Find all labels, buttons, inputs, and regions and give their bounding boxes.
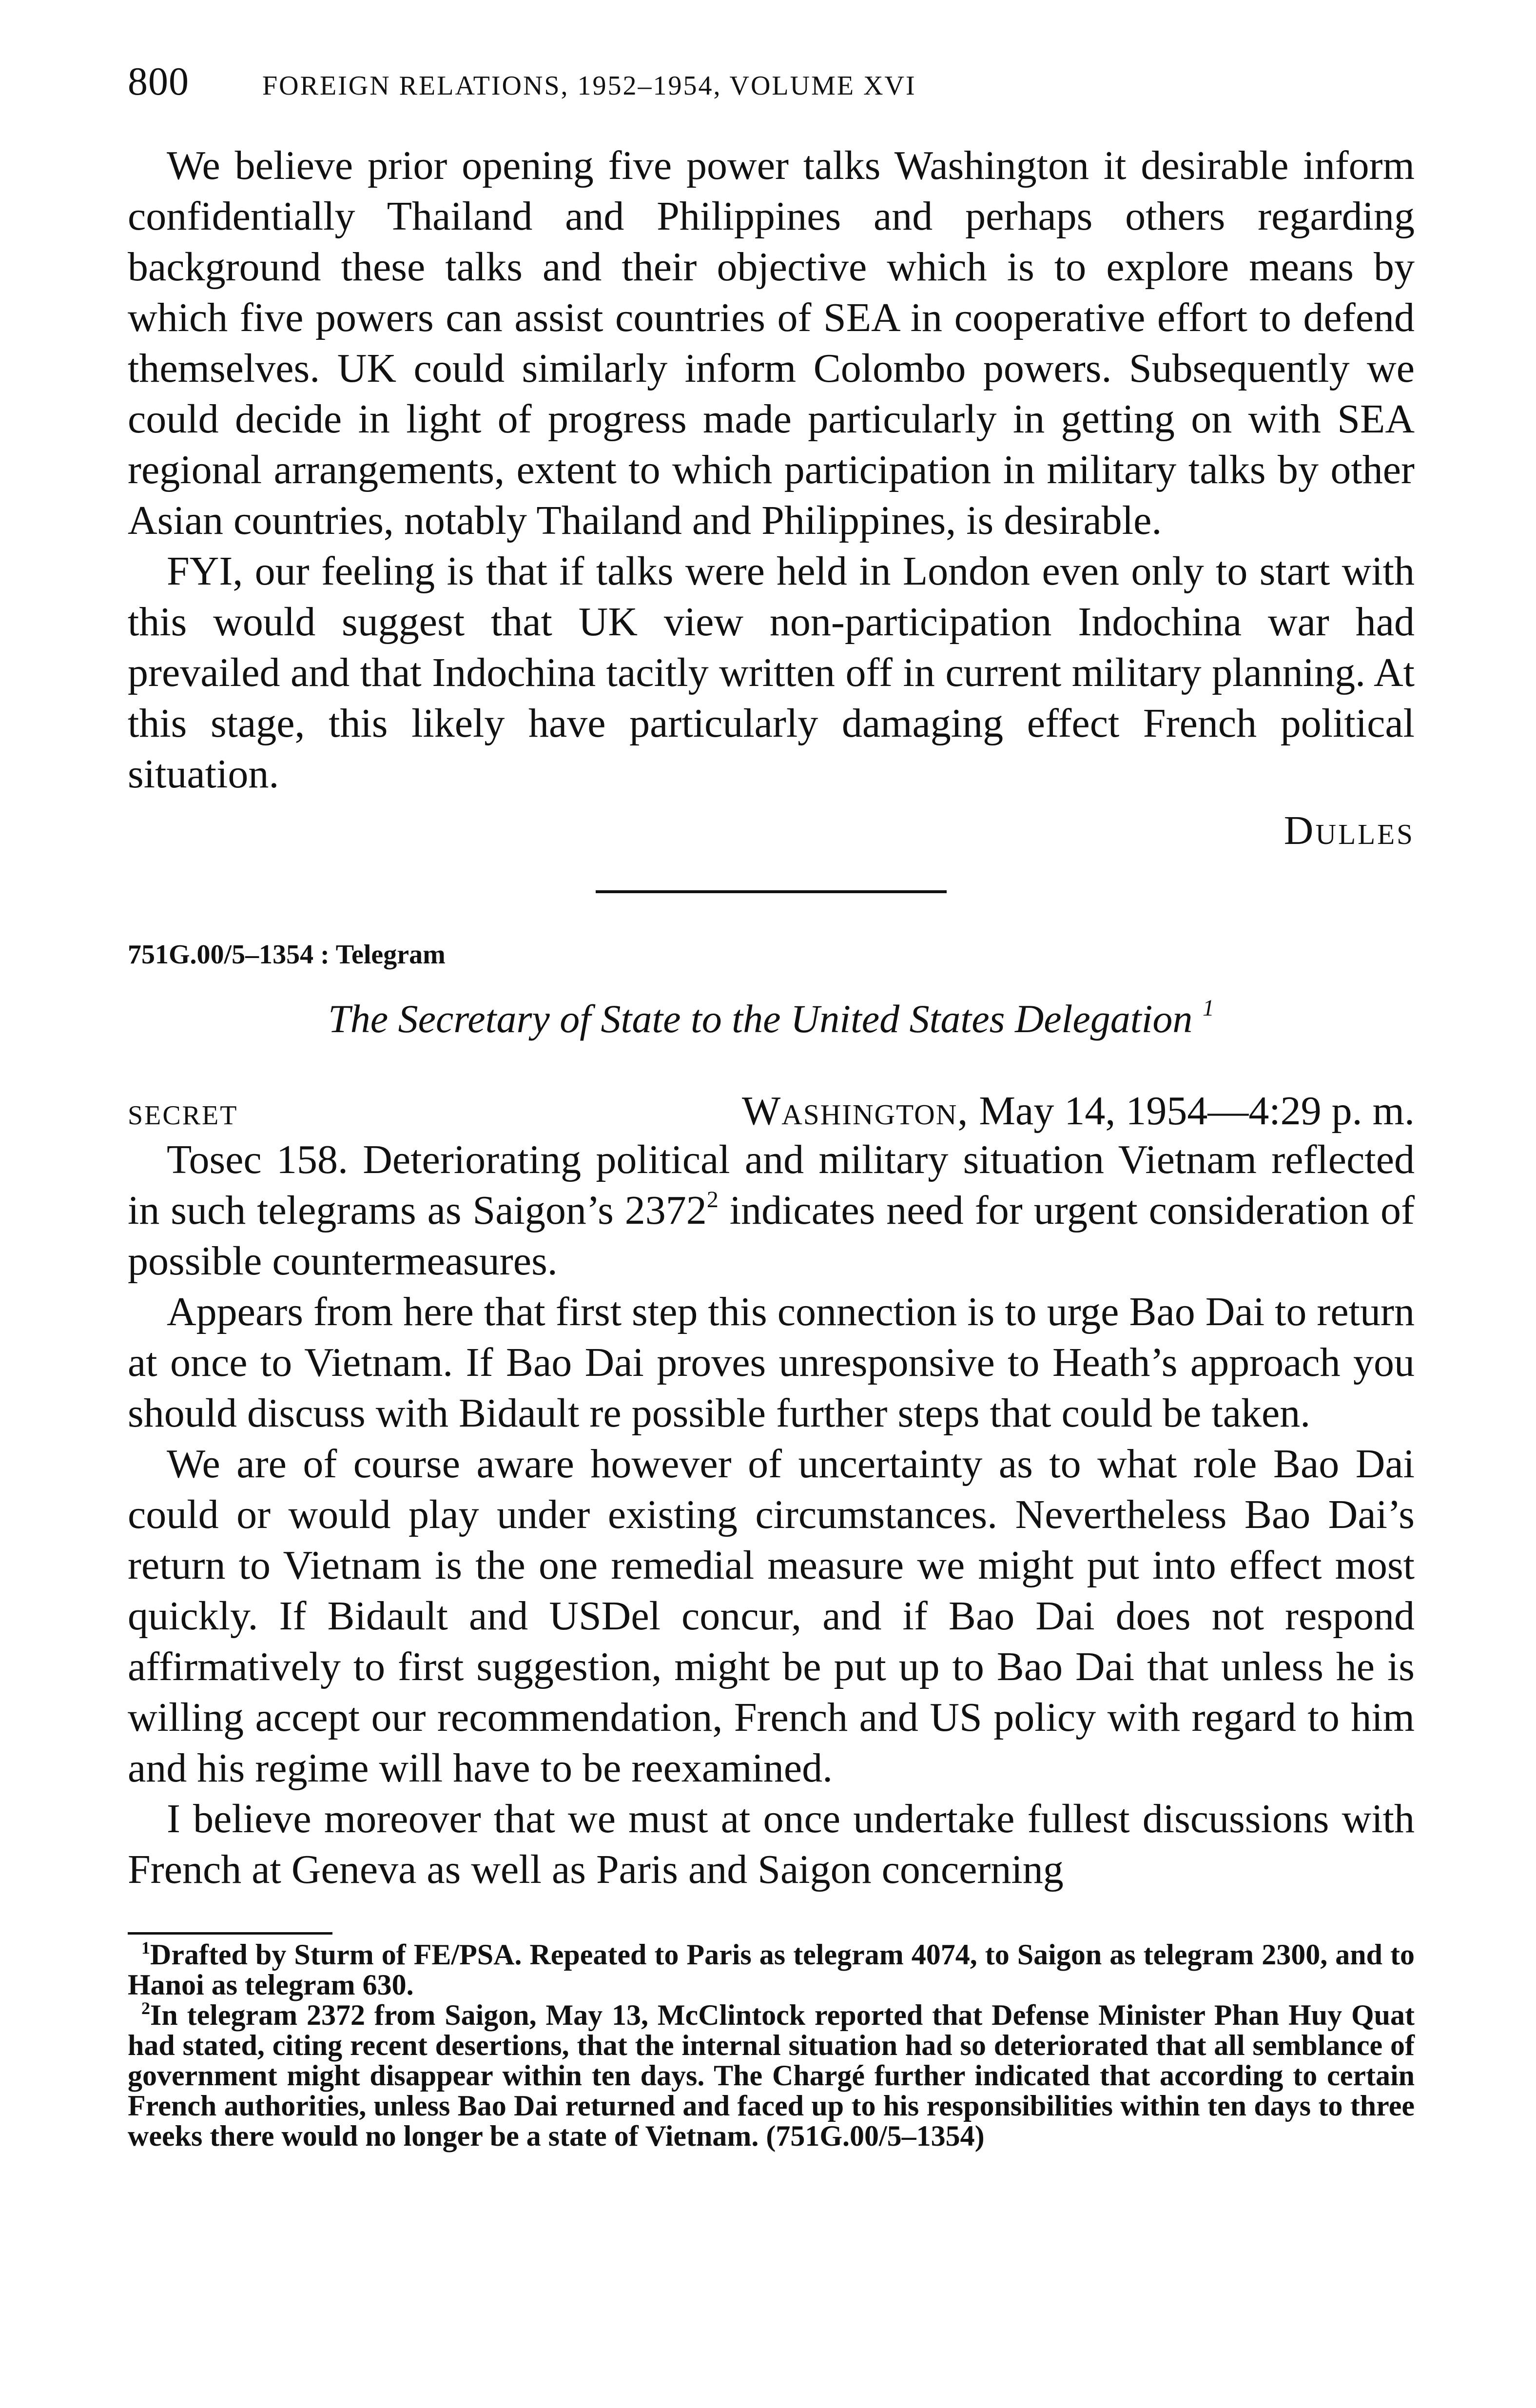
footnote-marker: 1 [141, 1938, 150, 1958]
document-title-text: The Secretary of State to the United States Delegation [328, 997, 1193, 1041]
paragraph: Appears from here that first step this connection is to urge Bao Dai to return at once to Vietnam. If Bao Dai proves unresponsive to Heath’s approach you should discuss with Bidault re possible further steps that could be taken. [128, 1289, 1415, 1436]
footnote-marker: 1 [1202, 995, 1214, 1021]
running-head [128, 59, 1415, 127]
footnote-rule [128, 1932, 332, 1935]
paragraph [128, 1135, 1415, 1287]
footnotes [128, 1939, 1415, 2151]
classification-line [128, 1087, 1415, 1135]
dateline-date: May 14, 1954—4:29 p. m. [979, 1088, 1415, 1134]
classification: SECRET [128, 1100, 238, 1131]
footnote-marker: 2 [706, 1187, 719, 1213]
paragraph: FYI, our feeling is that if talks were held in London even only to start with this would suggest that UK view non-participation Indochina war had prevailed and that Indochina tacitly written off in current military planning. At this stage, this likely have particularly damaging effect French political situation. [128, 548, 1415, 797]
section-divider [596, 890, 947, 893]
paragraph-text: Tosec 158. Deteriorating political and military situation Vietnam reflected in such telegrams as Saigon’s 2372 [128, 1137, 1415, 1233]
paragraph: We believe prior opening five power talks Washington it desirable inform confidentially Thailand and Philippines and perhaps others regarding background these talks and their objective which is to explore means by which five powers can assist countries of SEA in cooperative effort to defend themselves. UK could similarly inform Colombo powers. Subsequently we could decide in light of progress made particularly in getting on with SEA regional arrangements, extent to which participation in military talks by other Asian countries, notably Thailand and Philippines, is desirable. [128, 143, 1415, 543]
footnote-text: In telegram 2372 from Saigon, May 13, McClintock reported that Defense Minister Phan Huy Quat had stated, citing recent desertions, that the internal situation had so deteriorated that all semblance of government might disappear within ten days. The Chargé further indicated that according to certain French authorities, unless Bao Dai returned and faced up to his responsibilities within ten days to three weeks there would no longer be a state of Vietnam. (751G.00/5–1354) [128, 1999, 1415, 2152]
journal-title: FOREIGN RELATIONS, 1952–1954, VOLUME XVI [262, 71, 916, 101]
paragraph: I believe moreover that we must at once undertake fullest discussions with French at Geneva as well as Paris and Saigon concerning [128, 1796, 1415, 1892]
paragraph-text: indicates need for urgent consideration of possible countermeasures. [128, 1188, 1415, 1284]
footnote-text: Drafted by Sturm of FE/PSA. Repeated to Paris as telegram 4074, to Saigon as telegram 2300, and to Hanoi as telegram 630. [128, 1938, 1415, 2001]
dateline [742, 1087, 1415, 1135]
page-number: 800 [128, 59, 189, 103]
signature: Dulles [1283, 808, 1415, 853]
document-title [128, 994, 1415, 1044]
footnote-marker: 2 [141, 1998, 150, 2018]
footnote [128, 1939, 1415, 2000]
telegram-text [128, 1135, 1415, 1895]
footnote [128, 2000, 1415, 2151]
file-reference: 751G.00/5–1354 : Telegram [128, 940, 446, 970]
continued-text [128, 140, 1415, 800]
paragraph: We are of course aware however of uncertainty as to what role Bao Dai could or would play under existing circumstances. Nevertheless Bao Dai’s return to Vietnam is the one remedial measure we might put into effect most quickly. If Bidault and USDel concur, and if Bao Dai does not respond affirmatively to first suggestion, might be put up to Bao Dai that unless he is willing accept our recommendation, French and US policy with regard to him and his regime will have to be reexamined. [128, 1441, 1415, 1791]
book-page [128, 59, 1415, 2151]
dateline-place: Washington, [741, 1088, 969, 1134]
